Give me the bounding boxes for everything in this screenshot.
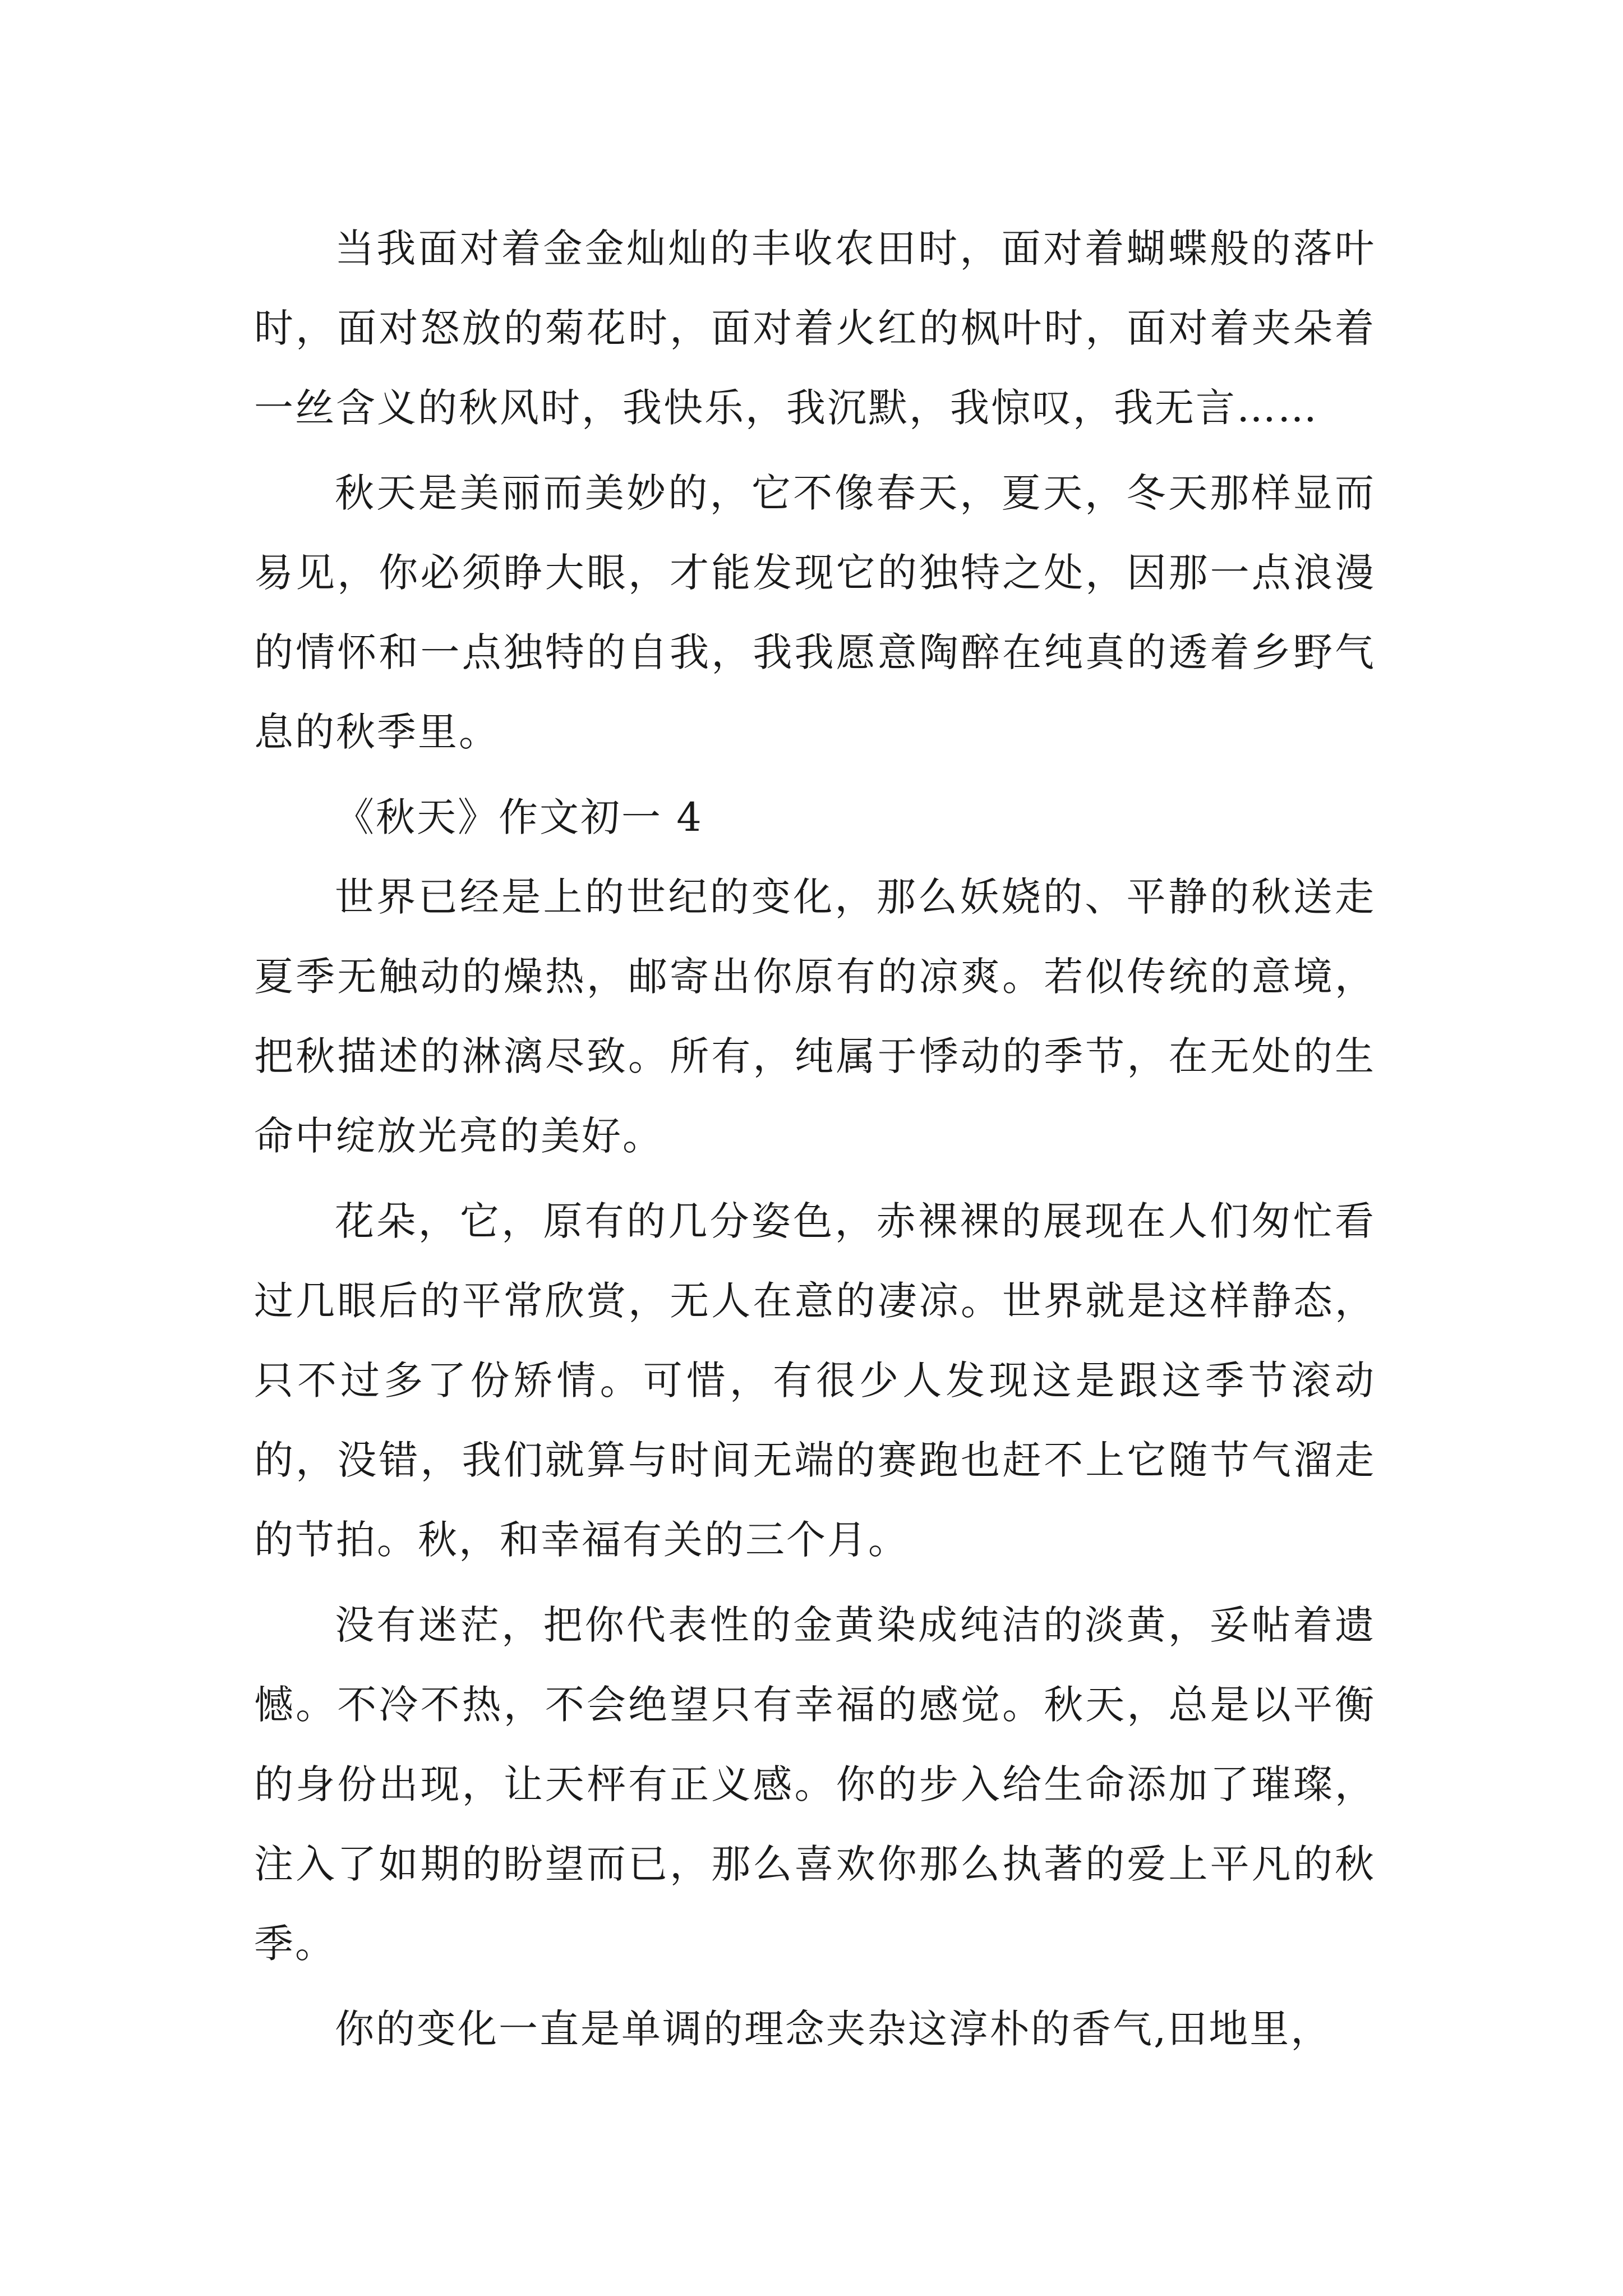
paragraph-4: 花朵，它，原有的几分姿色，赤裸裸的展现在人们匆忙看过几眼后的平常欣赏，无人在意的凄凉。世界就是这样静态，只不过多了份矫情。可惜，有很少人发现这是跟这季节滚动的，没错，我们就算与时间无端的赛跑也赶不上它随节气溜走的节拍。秋，和幸福有关的三个月。	[254, 1198, 1376, 1563]
document-body	[254, 209, 1376, 2074]
paragraph-1: 当我面对着金金灿灿的丰收农田时，面对着蝴蝶般的落叶时，面对怒放的菊花时，面对着火红的枫叶时，面对着夹朵着一丝含义的秋风时，我快乐，我沉默，我惊叹，我无言……	[254, 226, 1376, 431]
paragraph-3: 世界已经是上的世纪的变化，那么妖娆的、平静的秋送走夏季无触动的燥热，邮寄出你原有的凉爽。若似传统的意境，把秋描述的淋漓尽致。所有，纯属于悸动的季节，在无处的生命中绽放光亮的美好。	[254, 874, 1376, 1159]
paragraph-5: 没有迷茫，把你代表性的金黄染成纯洁的淡黄，妥帖着遗憾。不冷不热，不会绝望只有幸福的感觉。秋天，总是以平衡的身份出现，让天枰有正义感。你的步入给生命添加了璀璨，注入了如期的盼望而已，那么喜欢你那么执著的爱上平凡的秋季。	[254, 1602, 1376, 1967]
paragraph-6: 你的变化一直是单调的理念夹杂这淳朴的香气,田地里，	[335, 2006, 1332, 2052]
section-heading: 《秋天》作文初一 4	[335, 794, 703, 840]
paragraph-2: 秋天是美丽而美妙的，它不像春天，夏天，冬天那样显而易见，你必须睁大眼，才能发现它的独特之处，因那一点浪漫的情怀和一点独特的自我，我我愿意陶醉在纯真的透着乡野气息的秋季里。	[254, 470, 1376, 755]
